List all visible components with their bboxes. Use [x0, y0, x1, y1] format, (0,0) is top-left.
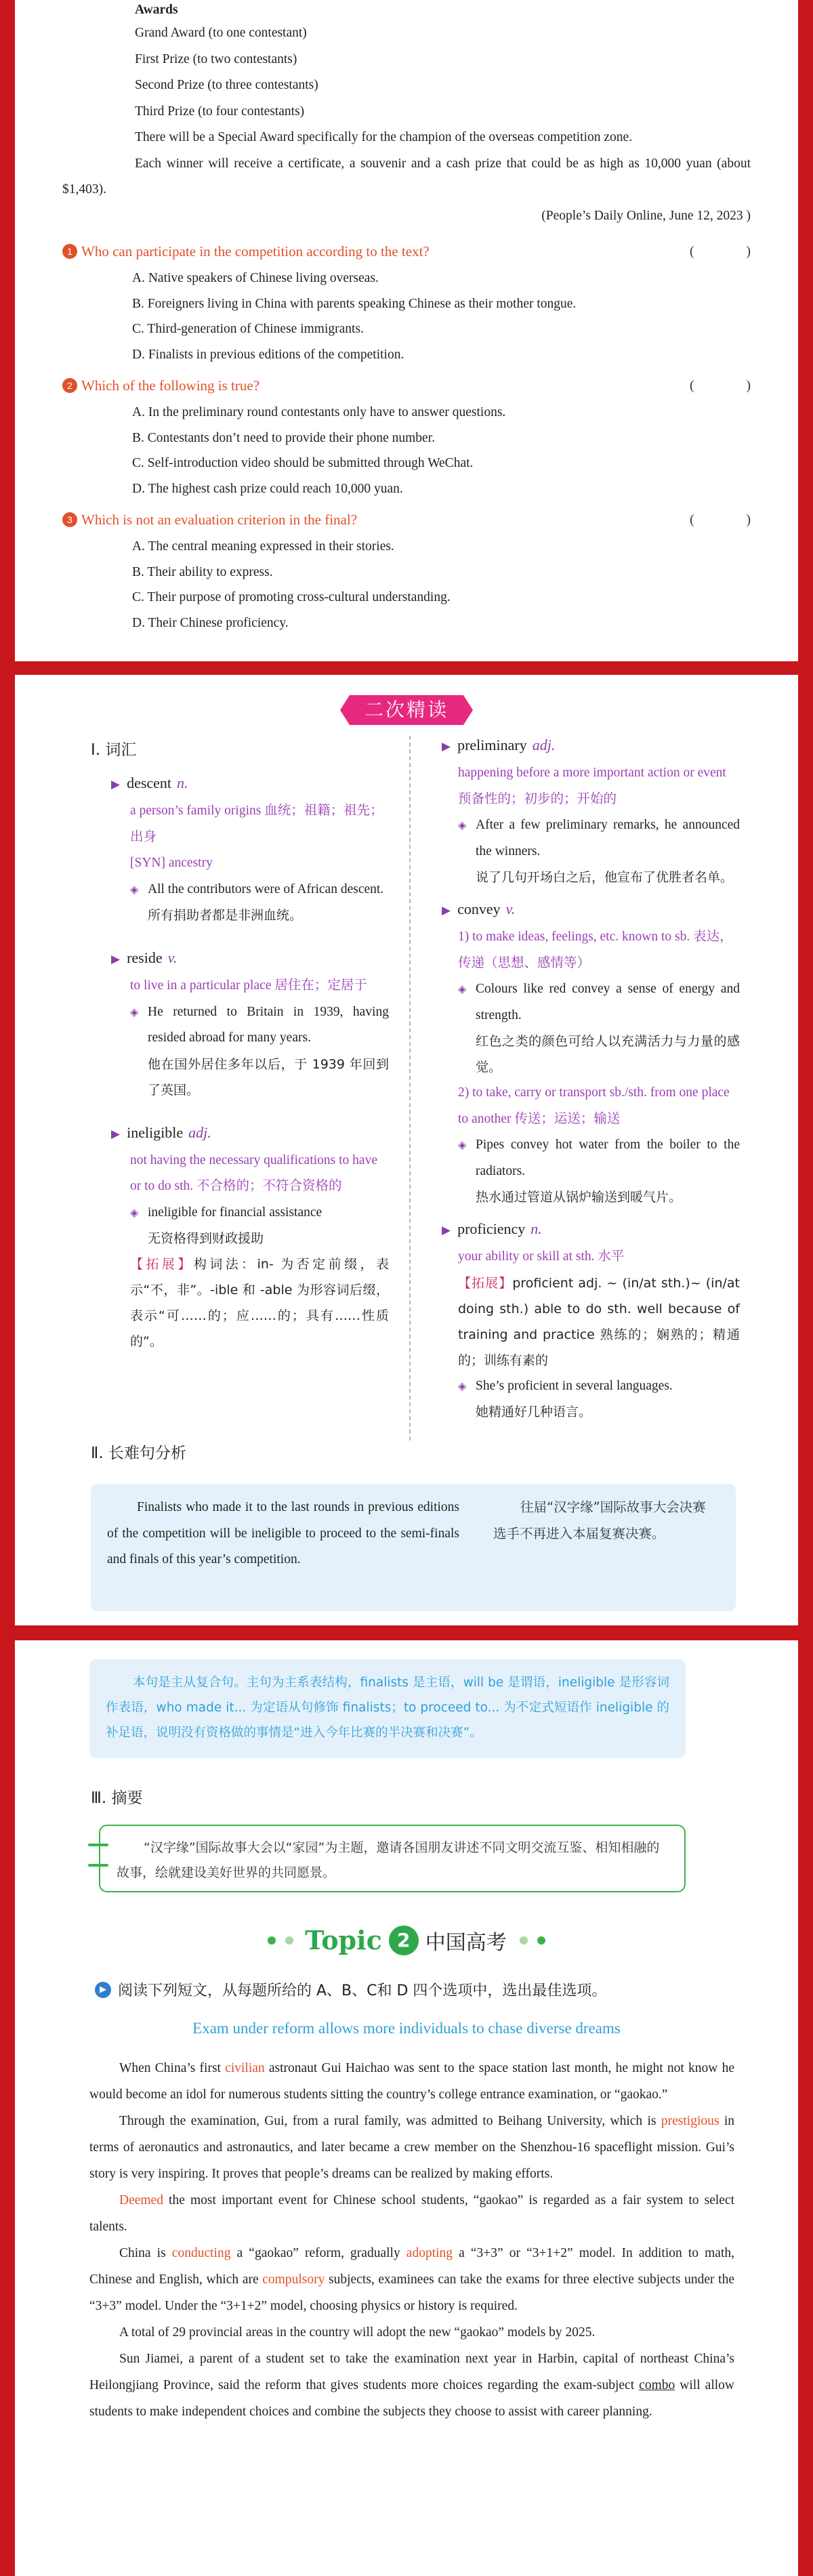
extension-tag: 【拓展】 [458, 1275, 513, 1291]
column-divider [409, 736, 411, 1440]
instruction-text: 阅读下列短文，从每题所给的 A、B、C和 D 四个选项中，选出最佳选项。 [118, 1982, 607, 1999]
vocab-entry-preliminary [442, 732, 740, 890]
vocab-heading: Ⅰ. 词汇 [91, 741, 137, 759]
highlight-word: conducting [171, 2246, 231, 2260]
question-1 [62, 237, 751, 367]
long-sentence-chinese: 往届“汉字缘”国际故事大会决赛选手不再进入本届复赛决赛。 [493, 1499, 706, 1541]
underlined-word: combo [639, 2378, 675, 2392]
definition: your ability or skill at sth. 水平 [458, 1249, 625, 1264]
definition: a person’s family origins 血统；祖籍；祖先；出身 [130, 804, 383, 844]
example-icon: ◈ [458, 818, 467, 831]
example-translation: 无资格得到财政援助 [148, 1231, 264, 1246]
question-2 [62, 371, 751, 501]
summary-heading: Ⅲ. 摘要 [91, 1789, 143, 1807]
section-banner: 二次精读 [350, 695, 463, 725]
sentence-analysis: 本句是主从复合句。主句为主系表结构，finalists 是主语，will be 是谓语，ineligible 是形容词作表语，who made it... 为定语从句修饰 finalists；to proceed to... 为不定式短语作 ineligible 的补足语，说明没有资格做的事情是“进入今年比赛的半决赛和决赛”。 [89, 1659, 686, 1758]
topic-number: 2 [389, 1926, 419, 1955]
option-b[interactable]: B. Contestants don’t need to provide their phone number. [132, 430, 435, 445]
option-c[interactable]: C. Third-generation of Chinese immigrants. [132, 322, 364, 336]
answer-blank[interactable]: ( ) [690, 512, 751, 527]
article-body [89, 2055, 734, 2425]
long-sentence-heading: Ⅱ. 长难句分析 [91, 1445, 186, 1462]
example-sentence: All the contributors were of African descent. [148, 881, 384, 896]
part-of-speech: v. [505, 900, 516, 917]
topic-label: Topic [305, 1925, 382, 1955]
option-c[interactable]: C. Their purpose of promoting cross-cultural understanding. [132, 590, 451, 604]
play-icon: ▶ [95, 1982, 111, 1998]
vocab-word: descent [127, 774, 172, 791]
article-paragraph: Sun Jiamei, a parent of a student set to take the examination next year in Harbin, capital of northeast China’s Heilongjiang Province, said the reform that gives students more choices regarding the exam-subject combo will allow students to make independent choices and combine the subjects they choose to assist with career planning. [89, 2352, 734, 2419]
highlight-word: Deemed [119, 2193, 163, 2207]
question-number-badge: 2 [62, 378, 77, 393]
highlight-word: adopting [406, 2246, 453, 2260]
long-sentence-box [91, 1484, 736, 1611]
second-reading-card [15, 675, 798, 1625]
vocab-left-column [111, 770, 389, 1354]
answer-blank[interactable]: ( ) [690, 244, 751, 259]
option-d[interactable]: D. The highest cash prize could reach 10,000 yuan. [132, 481, 403, 496]
extension-tag: 【拓展】 [130, 1257, 194, 1272]
option-b[interactable]: B. Foreigners living in China with parents speaking Chinese as their mother tongue. [132, 296, 577, 311]
highlight-word: civilian [225, 2061, 265, 2075]
part-of-speech: adj. [532, 736, 556, 753]
definition: not having the necessary qualifications to have or to do sth. 不合格的；不符合资格的 [130, 1152, 377, 1193]
summary-box: “汉字缘”国际故事大会以“家园”为主题，邀请各国朋友讲述不同文明交流互鉴、相知相融的故事，绘就建设美好世界的共同愿景。 [99, 1825, 686, 1892]
award-item: Grand Award (to one contestant) [135, 26, 307, 40]
analysis-and-topic-card [15, 1640, 798, 2576]
example-sentence: Colours like red convey a sense of energy and strength. [476, 982, 740, 1022]
example-translation: 热水通过管道从锅炉输送到暖气片。 [476, 1190, 682, 1205]
option-a[interactable]: A. The central meaning expressed in their stories. [132, 539, 394, 554]
award-item: Second Prize (to three contestants) [135, 78, 318, 92]
vocab-entry-proficiency [442, 1216, 740, 1425]
vocab-entry-ineligible [111, 1119, 389, 1355]
triangle-icon: ▶ [442, 1224, 451, 1237]
dot-icon [285, 1936, 293, 1945]
question-text: Which of the following is true? [81, 377, 260, 394]
triangle-icon: ▶ [111, 953, 121, 966]
vocab-entry-reside [111, 944, 389, 1103]
part-of-speech: n. [177, 774, 188, 791]
source-citation: (People’s Daily Online, June 12, 2023 ) [541, 208, 751, 223]
option-d[interactable]: D. Finalists in previous editions of the competition. [132, 347, 404, 362]
example-translation: 他在国外居住多年以后，于 1939 年回到了英国。 [148, 1056, 389, 1098]
article-title: Exam under reform allows more individuals to chase diverse dreams [192, 2020, 621, 2037]
special-award-paragraph: There will be a Special Award specifically for the champion of the overseas competition zone. [135, 130, 633, 144]
vocab-word: proficiency [457, 1220, 526, 1237]
example-icon: ◈ [130, 882, 139, 896]
option-b[interactable]: B. Their ability to express. [132, 564, 273, 579]
dot-icon [537, 1936, 545, 1945]
example-translation: 说了几句开场白之后，他宣布了优胜者名单。 [476, 870, 734, 885]
article-paragraph: China is conducting a “gaokao” reform, gradually adopting a “3+3” or “3+1+2” model. In addition to math, Chinese and English, which are compulsory subjects, examinees can take the exams for three elective subjects under the “3+3” model. Under the “3+1+2” model, choosing physics or history is required. [89, 2246, 735, 2313]
example-icon: ◈ [458, 982, 467, 995]
instruction [95, 1979, 606, 2000]
example-translation: 红色之类的颜色可给人以充满活力与力量的感觉。 [476, 1034, 740, 1075]
award-item: First Prize (to two contestants) [135, 51, 297, 66]
part-of-speech: n. [530, 1220, 542, 1237]
question-text: Which is not an evaluation criterion in the final? [81, 512, 358, 528]
topic-title: 中国高考 [425, 1930, 507, 1955]
highlight-word: compulsory [262, 2272, 325, 2287]
extension-text: 构词法：in- 为否定前缀，表示“不，非”。-ible 和 -able 为形容词后缀，表示“可……的；应……的；具有……性质的”。 [130, 1257, 389, 1349]
dot-icon [268, 1936, 276, 1945]
topic-header [15, 1925, 798, 1955]
definition: to live in a particular place 居住在；定居于 [130, 978, 367, 993]
example-icon: ◈ [130, 1005, 139, 1018]
reading-passage-card [15, 0, 798, 661]
triangle-icon: ▶ [111, 778, 121, 791]
vocab-entry-descent [111, 770, 389, 928]
article-paragraph: When China’s first civilian astronaut Gui Haichao was sent to the space station last month, he might not know he would become an idol for numerous students sitting the country’s college entrance examination, or “gaokao.” [89, 2061, 734, 2102]
triangle-icon: ▶ [442, 740, 451, 753]
long-sentence-english: Finalists who made it to the last rounds in previous editions of the competition will be ineligible to proceed to the semi-finals and finals of this year’s competition. [107, 1500, 459, 1566]
question-text: Who can participate in the competition according to the text? [81, 243, 430, 259]
extension-note [442, 1270, 740, 1373]
synonym: [SYN] ancestry [130, 856, 213, 870]
example-sentence: Pipes convey hot water from the boiler to the radiators. [476, 1138, 740, 1178]
example-icon: ◈ [458, 1138, 467, 1151]
vocab-word: convey [457, 900, 501, 917]
example-sentence: She’s proficient in several languages. [476, 1378, 673, 1393]
awards-title: Awards [135, 3, 178, 17]
answer-blank[interactable]: ( ) [690, 378, 751, 393]
article-paragraph: Through the examination, Gui, from a rural family, was admitted to Beihang University, which is prestigious in terms of aeronautics and astronautics, and later became a crew member on the Shenzhou-16 spaceflight mission. Gui’s story is very inspiring. It proves that people’s dreams can be realized by making efforts. [89, 2114, 735, 2181]
winner-prize-paragraph: Each winner will receive a certificate, a souvenir and a cash prize that could be as high as 10,000 yuan (about $1,403). [62, 156, 751, 196]
option-c[interactable]: C. Self-introduction video should be submitted through WeChat. [132, 456, 474, 470]
option-a[interactable]: A. Native speakers of Chinese living overseas. [132, 271, 379, 285]
definition: 1) to make ideas, feelings, etc. known to sb. 表达，传递（思想、感情等） [458, 930, 733, 970]
award-item: Third Prize (to four contestants) [135, 104, 305, 119]
question-number-badge: 3 [62, 512, 77, 527]
vocab-entry-convey [442, 896, 740, 1210]
definition: happening before a more important action or event 预备性的；初步的；开始的 [458, 766, 726, 806]
highlight-word: prestigious [661, 2114, 720, 2128]
dot-icon [520, 1936, 528, 1945]
example-sentence: After a few preliminary remarks, he announced the winners. [476, 818, 740, 858]
example-icon: ◈ [130, 1205, 139, 1219]
part-of-speech: adj. [188, 1123, 211, 1141]
article-paragraph: Deemed the most important event for Chinese school students, “gaokao” is regarded as a fair system to select talents. [89, 2193, 734, 2234]
extension-text: proficient adj. ~ (in/at sth.)~ (in/at doing sth.) able to do sth. well because of training and practice 熟练的；娴熟的；精通的；训练有素的 [458, 1275, 740, 1368]
extension-note [111, 1251, 389, 1354]
example-sentence: He returned to Britain in 1939, having resided abroad for many years. [148, 1004, 389, 1045]
vocab-right-column [442, 732, 740, 1425]
option-a[interactable]: A. In the preliminary round contestants only have to answer questions. [132, 405, 506, 419]
article-paragraph: A total of 29 provincial areas in the country will adopt the new “gaokao” models by 2025. [119, 2325, 596, 2340]
example-translation: 所有捐助者都是非洲血统。 [148, 908, 303, 923]
example-sentence: ineligible for financial assistance [148, 1205, 322, 1220]
example-translation: 她精通好几种语言。 [476, 1405, 592, 1419]
question-3 [62, 505, 751, 636]
part-of-speech: v. [167, 949, 178, 966]
vocab-word: ineligible [127, 1123, 184, 1141]
definition: 2) to take, carry or transport sb./sth. from one place to another 传送；运送；输送 [458, 1085, 730, 1126]
triangle-icon: ▶ [442, 904, 451, 917]
triangle-icon: ▶ [111, 1127, 121, 1141]
option-d[interactable]: D. Their Chinese proficiency. [132, 615, 289, 630]
vocab-word: reside [127, 949, 163, 966]
example-icon: ◈ [458, 1379, 467, 1392]
question-number-badge: 1 [62, 244, 77, 259]
vocab-word: preliminary [457, 736, 527, 753]
